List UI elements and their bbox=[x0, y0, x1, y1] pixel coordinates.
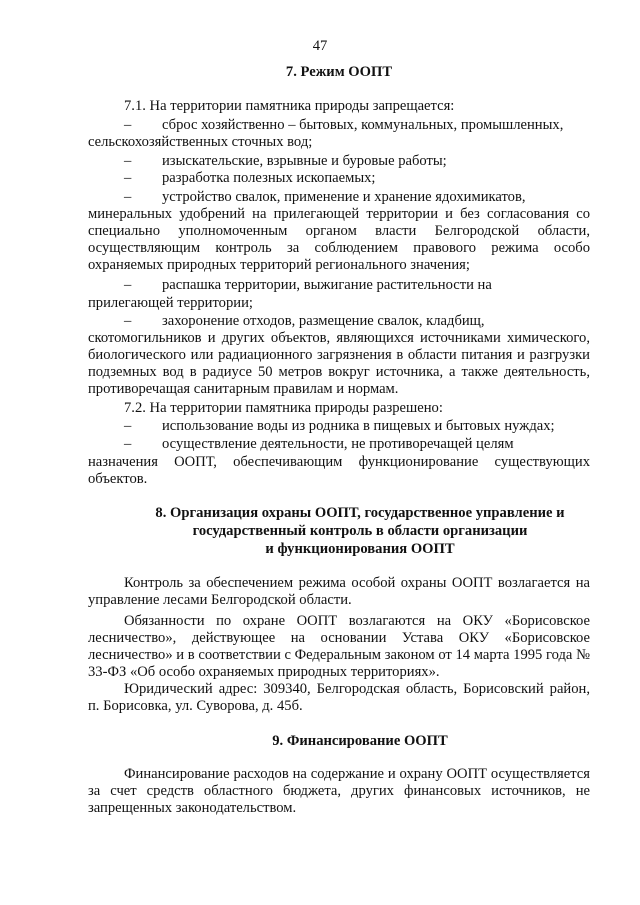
section-7-2-intro: 7.2. На территории памятника природы разрешено: bbox=[124, 400, 443, 416]
prohibition-item-2 bbox=[126, 153, 590, 170]
prohibition-item-3 bbox=[126, 170, 590, 187]
dash-bullet: – bbox=[124, 436, 132, 452]
prohibition-item-4-cont: минеральных удобрений на прилегающей территории и без согласования со специально уполномоченным органом власти Белгородской области, осуществляющим контроль за соблюдением правового режима особо охраняемых природных территорий регионального значения; bbox=[88, 206, 590, 273]
section-8-heading-line-3: и функционирования ООПТ bbox=[265, 541, 455, 557]
prohibition-item-6-cont: скотомогильников и других объектов, являющихся источниками химического, биологического или радиационного загрязнения в области питания и разгрузки подземных вод в радиусе 50 метров вокруг источника, а также деятельность, противоречащая санитарным правилам и нормам. bbox=[88, 330, 590, 397]
prohibition-item-4 bbox=[126, 189, 590, 206]
dash-bullet: – bbox=[124, 117, 132, 133]
page-number: 47 bbox=[312, 38, 328, 54]
prohibition-item-6-text: захоронение отходов, размещение свалок, кладбищ, bbox=[162, 313, 485, 329]
section-8-para-duties: Обязанности по охране ООПТ возлагаются на ОКУ «Борисовское лесничество», действующее на основании Устава ОКУ «Борисовское лесничество» и в соответствии с Федеральным законом от 14 марта 1995 года № 33-ФЗ «Об особо охраняемых природных территориях». bbox=[88, 613, 590, 680]
allowed-item-1 bbox=[126, 418, 590, 435]
prohibition-item-1-text: сброс хозяйственно – бытовых, коммунальных, промышленных, bbox=[162, 117, 564, 133]
section-9-para: Финансирование расходов на содержание и охрану ООПТ осуществляется за счет средств областного бюджета, других финансовых источников, не запрещенных законодательством. bbox=[88, 766, 590, 816]
prohibition-item-2-text: изыскательские, взрывные и буровые работы; bbox=[162, 153, 447, 169]
prohibition-item-5-text: распашка территории, выжигание растительности на bbox=[162, 277, 492, 293]
allowed-item-2 bbox=[126, 436, 590, 453]
section-9-heading: 9. Финансирование ООПТ bbox=[272, 733, 448, 749]
dash-bullet: – bbox=[124, 153, 132, 169]
section-8-para-address: Юридический адрес: 309340, Белгородская область, Борисовский район, п. Борисовка, ул. Суворова, д. 45б. bbox=[88, 681, 590, 714]
prohibition-item-1 bbox=[126, 117, 590, 134]
allowed-item-1-text: использование воды из родника в пищевых и бытовых нуждах; bbox=[162, 418, 555, 434]
dash-bullet: – bbox=[124, 313, 132, 329]
prohibition-item-1-cont: сельскохозяйственных сточных вод; bbox=[88, 134, 313, 150]
dash-bullet: – bbox=[124, 418, 132, 434]
prohibition-item-5 bbox=[126, 277, 590, 294]
section-8-heading-line-1: 8. Организация охраны ООПТ, государственное управление и bbox=[155, 505, 565, 521]
allowed-item-2-text: осуществление деятельности, не противоречащей целям bbox=[162, 436, 514, 452]
section-7-heading: 7. Режим ООПТ bbox=[285, 64, 393, 80]
dash-bullet: – bbox=[124, 189, 132, 205]
section-7-1-intro: 7.1. На территории памятника природы запрещается: bbox=[124, 98, 455, 114]
prohibition-item-4-text: устройство свалок, применение и хранение ядохимикатов, bbox=[162, 189, 526, 205]
dash-bullet: – bbox=[124, 277, 132, 293]
section-8-heading-line-2: государственный контроль в области организации bbox=[192, 523, 528, 539]
prohibition-item-6 bbox=[126, 313, 590, 330]
prohibition-item-3-text: разработка полезных ископаемых; bbox=[162, 170, 376, 186]
prohibition-item-5-cont: прилегающей территории; bbox=[88, 295, 253, 311]
section-8-para-control: Контроль за обеспечением режима особой охраны ООПТ возлагается на управление лесами Белгородской области. bbox=[88, 575, 590, 608]
allowed-item-2-cont: назначения ООПТ, обеспечивающим функционирование существующих объектов. bbox=[88, 454, 590, 487]
dash-bullet: – bbox=[124, 170, 132, 186]
